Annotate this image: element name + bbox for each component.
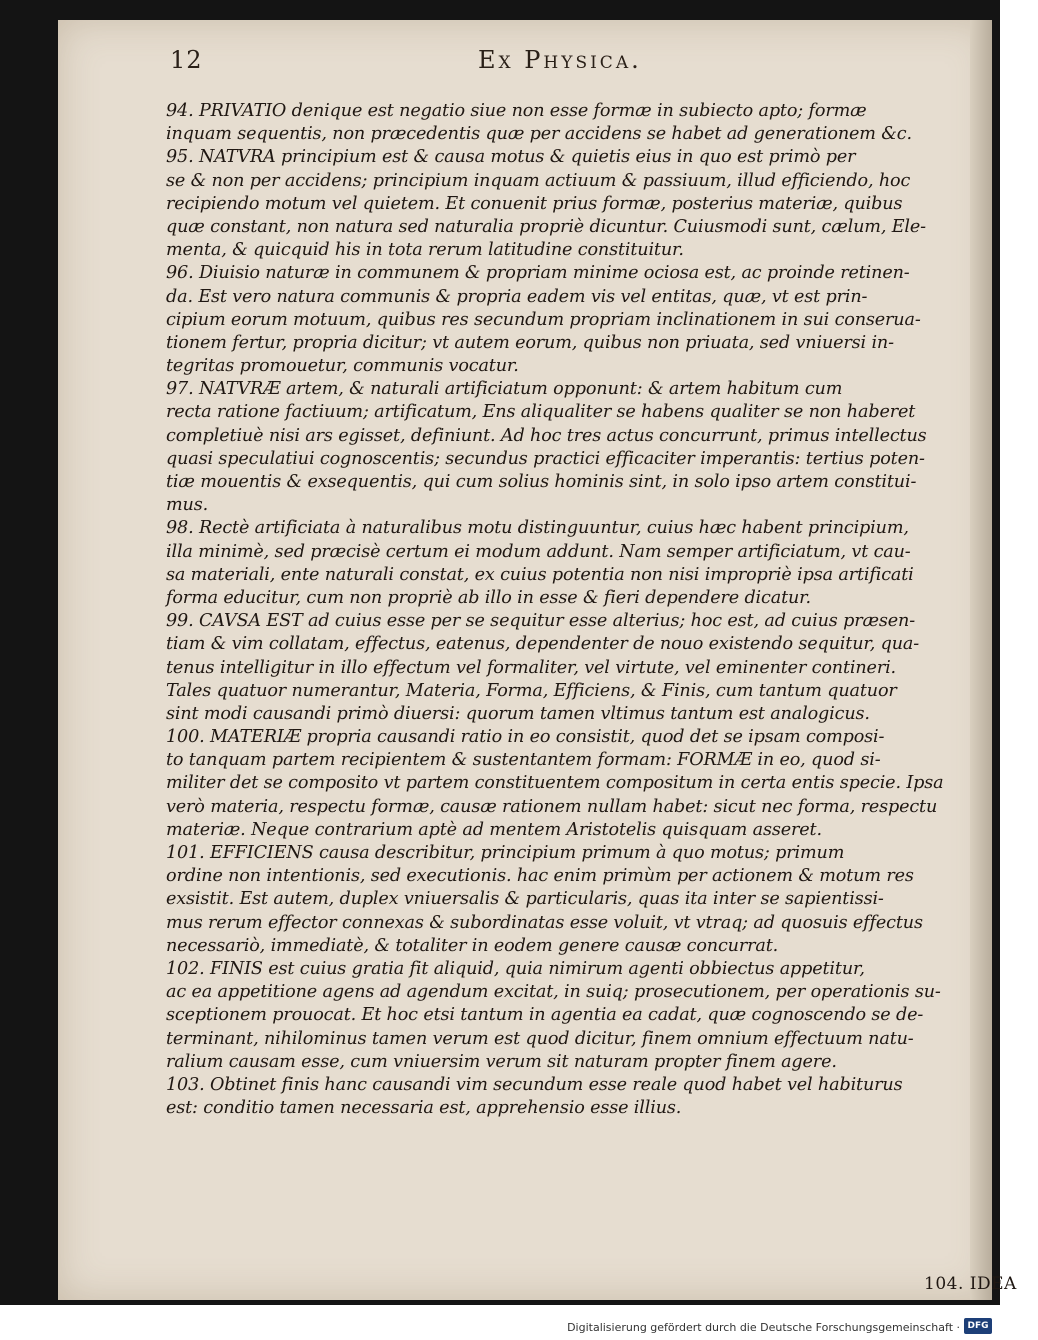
dfg-logo-icon: DFG <box>964 1318 992 1334</box>
text-line: da. Est vero natura communis & propria eadem vis vel entitas, quæ, vt est prin- <box>166 286 868 307</box>
text-line: verò materia, respectu formæ, causæ rationem nullam habet: sicut nec forma, respectu <box>166 796 938 817</box>
text-line: 101. EFFICIENS causa describitur, principium primum à quo motus; primum <box>166 843 845 863</box>
text-line: sa materiali, ente naturali constat, ex cuius potentia non nisi impropriè ipsa artificati <box>166 564 914 585</box>
body-text <box>166 100 1038 1143</box>
text-line: militer det se composito vt partem constituentem compositum in certa entis specie. Ipsa <box>166 773 944 794</box>
text-line: Tales quatuor numerantur, Materia, Forma, Efficiens, & Finis, cum tantum quatuor <box>166 680 897 701</box>
text-line: est: conditio tamen necessaria est, apprehensio esse illius. <box>166 1098 682 1119</box>
text-line: inquam sequentis, non præcedentis quæ per accidens se habet ad generationem &c. <box>166 124 912 145</box>
book-page <box>58 20 1017 1300</box>
text-line: 99. CAVSA EST ad cuius esse per se sequitur esse alterius; hoc est, ad cuius præsen- <box>166 611 915 632</box>
text-line: 100. MATERIÆ propria causandi ratio in eo consistit, quod det se ipsam composi- <box>166 727 885 748</box>
text-line: 103. Obtinet finis hanc causandi vim secundum esse reale quod habet vel habiturus <box>166 1074 903 1095</box>
text-line: ac ea appetitione agens ad agendum excitat, in suiq; prosecutionem, per operationis su- <box>166 982 941 1003</box>
text-line: menta, & quicquid his in tota rerum latitudine constituitur. <box>166 240 684 261</box>
text-line: recta ratione factiuum; artificatum, Ens aliqualiter se habens qualiter se non haberet <box>166 402 916 423</box>
text-line: quæ constant, non natura sed naturalia propriè dicuntur. Cuiusmodi sunt, cælum, Ele- <box>166 216 926 237</box>
text-line: tionem fertur, propria dicitur; vt autem eorum, quibus non priuata, sed vniuersi in- <box>166 332 894 353</box>
text-line: tiæ mouentis & exsequentis, qui cum solius hominis sint, in solo ipso artem constitui- <box>166 472 917 492</box>
text-line: 95. NATVRA principium est & causa motus & quietis eius in quo est primò per <box>166 147 856 168</box>
text-line: mus. <box>166 495 209 516</box>
text-line: quasi speculatiui cognoscentis; secundus practici efficaciter imperantis: tertius poten- <box>166 448 925 469</box>
funding-notice: Digitalisierung gefördert durch die Deutsche Forschungsgemeinschaft · <box>567 1321 960 1334</box>
text-line: exsistit. Est autem, duplex vniuersalis & particularis, quas ita inter se sapientissi- <box>166 889 884 910</box>
text-line: ordine non intentionis, sed executionis. hac enim primùm per actionem & motum res <box>166 866 914 887</box>
text-line: completiuè nisi ars egisset, definiunt. Ad hoc tres actus concurrunt, primus intellectus <box>166 425 927 446</box>
text-line: sceptionem prouocat. Et hoc etsi tantum in agentia ea cadat, quæ cognoscendo se de- <box>166 1005 924 1026</box>
catchword: 104. IDEA <box>924 1274 1017 1294</box>
footer-bar <box>0 1305 1000 1340</box>
text-line: ralium causam esse, cum vniuersim verum sit naturam propter finem agere. <box>166 1051 837 1072</box>
text-line: tenus intelligitur in illo effectum vel formaliter, vel virtute, vel eminenter contineri. <box>166 657 896 678</box>
running-title: Ex Physica. <box>478 46 642 74</box>
text-line: 96. Diuisio naturæ in communem & propriam minime ociosa est, ac proinde retinen- <box>166 263 910 284</box>
text-line: tiam & vim collatam, effectus, eatenus, dependenter de nouo existendo sequitur, qua- <box>166 634 920 655</box>
running-head <box>58 46 992 86</box>
text-line: mus rerum effector connexas & subordinatas esse voluit, vt vtraq; ad quosuis effectus <box>166 912 923 933</box>
text-line: cipium eorum motuum, quibus res secundum propriam inclinationem in sui conserua- <box>166 309 921 330</box>
text-line: recipiendo motum vel quietem. Et conuenit prius formæ, posterius materiæ, quibus <box>166 193 903 214</box>
text-line: illa minimè, sed præcisè certum ei modum addunt. Nam semper artificiatum, vt cau- <box>166 541 911 562</box>
text-line: forma educitur, cum non propriè ab illo in esse & fieri dependere dicatur. <box>166 587 811 608</box>
text-line: 94. PRIVATIO denique est negatio siue non esse formæ in subiecto apto; formæ <box>166 101 867 121</box>
text-line: se & non per accidens; principium inquam actiuum & passiuum, illud efficiendo, hoc <box>166 170 911 191</box>
text-line: materiæ. Neque contrarium aptè ad mentem Aristotelis quisquam asseret. <box>166 819 822 840</box>
text-line <box>166 1120 1038 1143</box>
page-number: 12 <box>170 46 203 74</box>
text-line: tegritas promouetur, communis vocatur. <box>166 356 519 377</box>
text-line: sint modi causandi primò diuersi: quorum tamen vltimus tantum est analogicus. <box>166 703 870 724</box>
text-line: to tanquam partem recipientem & sustentantem formam: FORMÆ in eo, quod si- <box>166 750 881 771</box>
text-line: 97. NATVRÆ artem, & naturali artificiatum opponunt: & artem habitum cum <box>166 379 843 400</box>
text-line: necessariò, immediatè, & totaliter in eodem genere causæ concurrat. <box>166 935 779 956</box>
text-line: terminant, nihilominus tamen verum est quod dicitur, finem omnium effectuum natu- <box>166 1028 914 1049</box>
text-line: 98. Rectè artificiata à naturalibus motu distinguuntur, cuius hæc habent principium, <box>166 518 909 539</box>
text-line: 102. FINIS est cuius gratia fit aliquid, quia nimirum agenti obbiectus appetitur, <box>166 958 865 979</box>
